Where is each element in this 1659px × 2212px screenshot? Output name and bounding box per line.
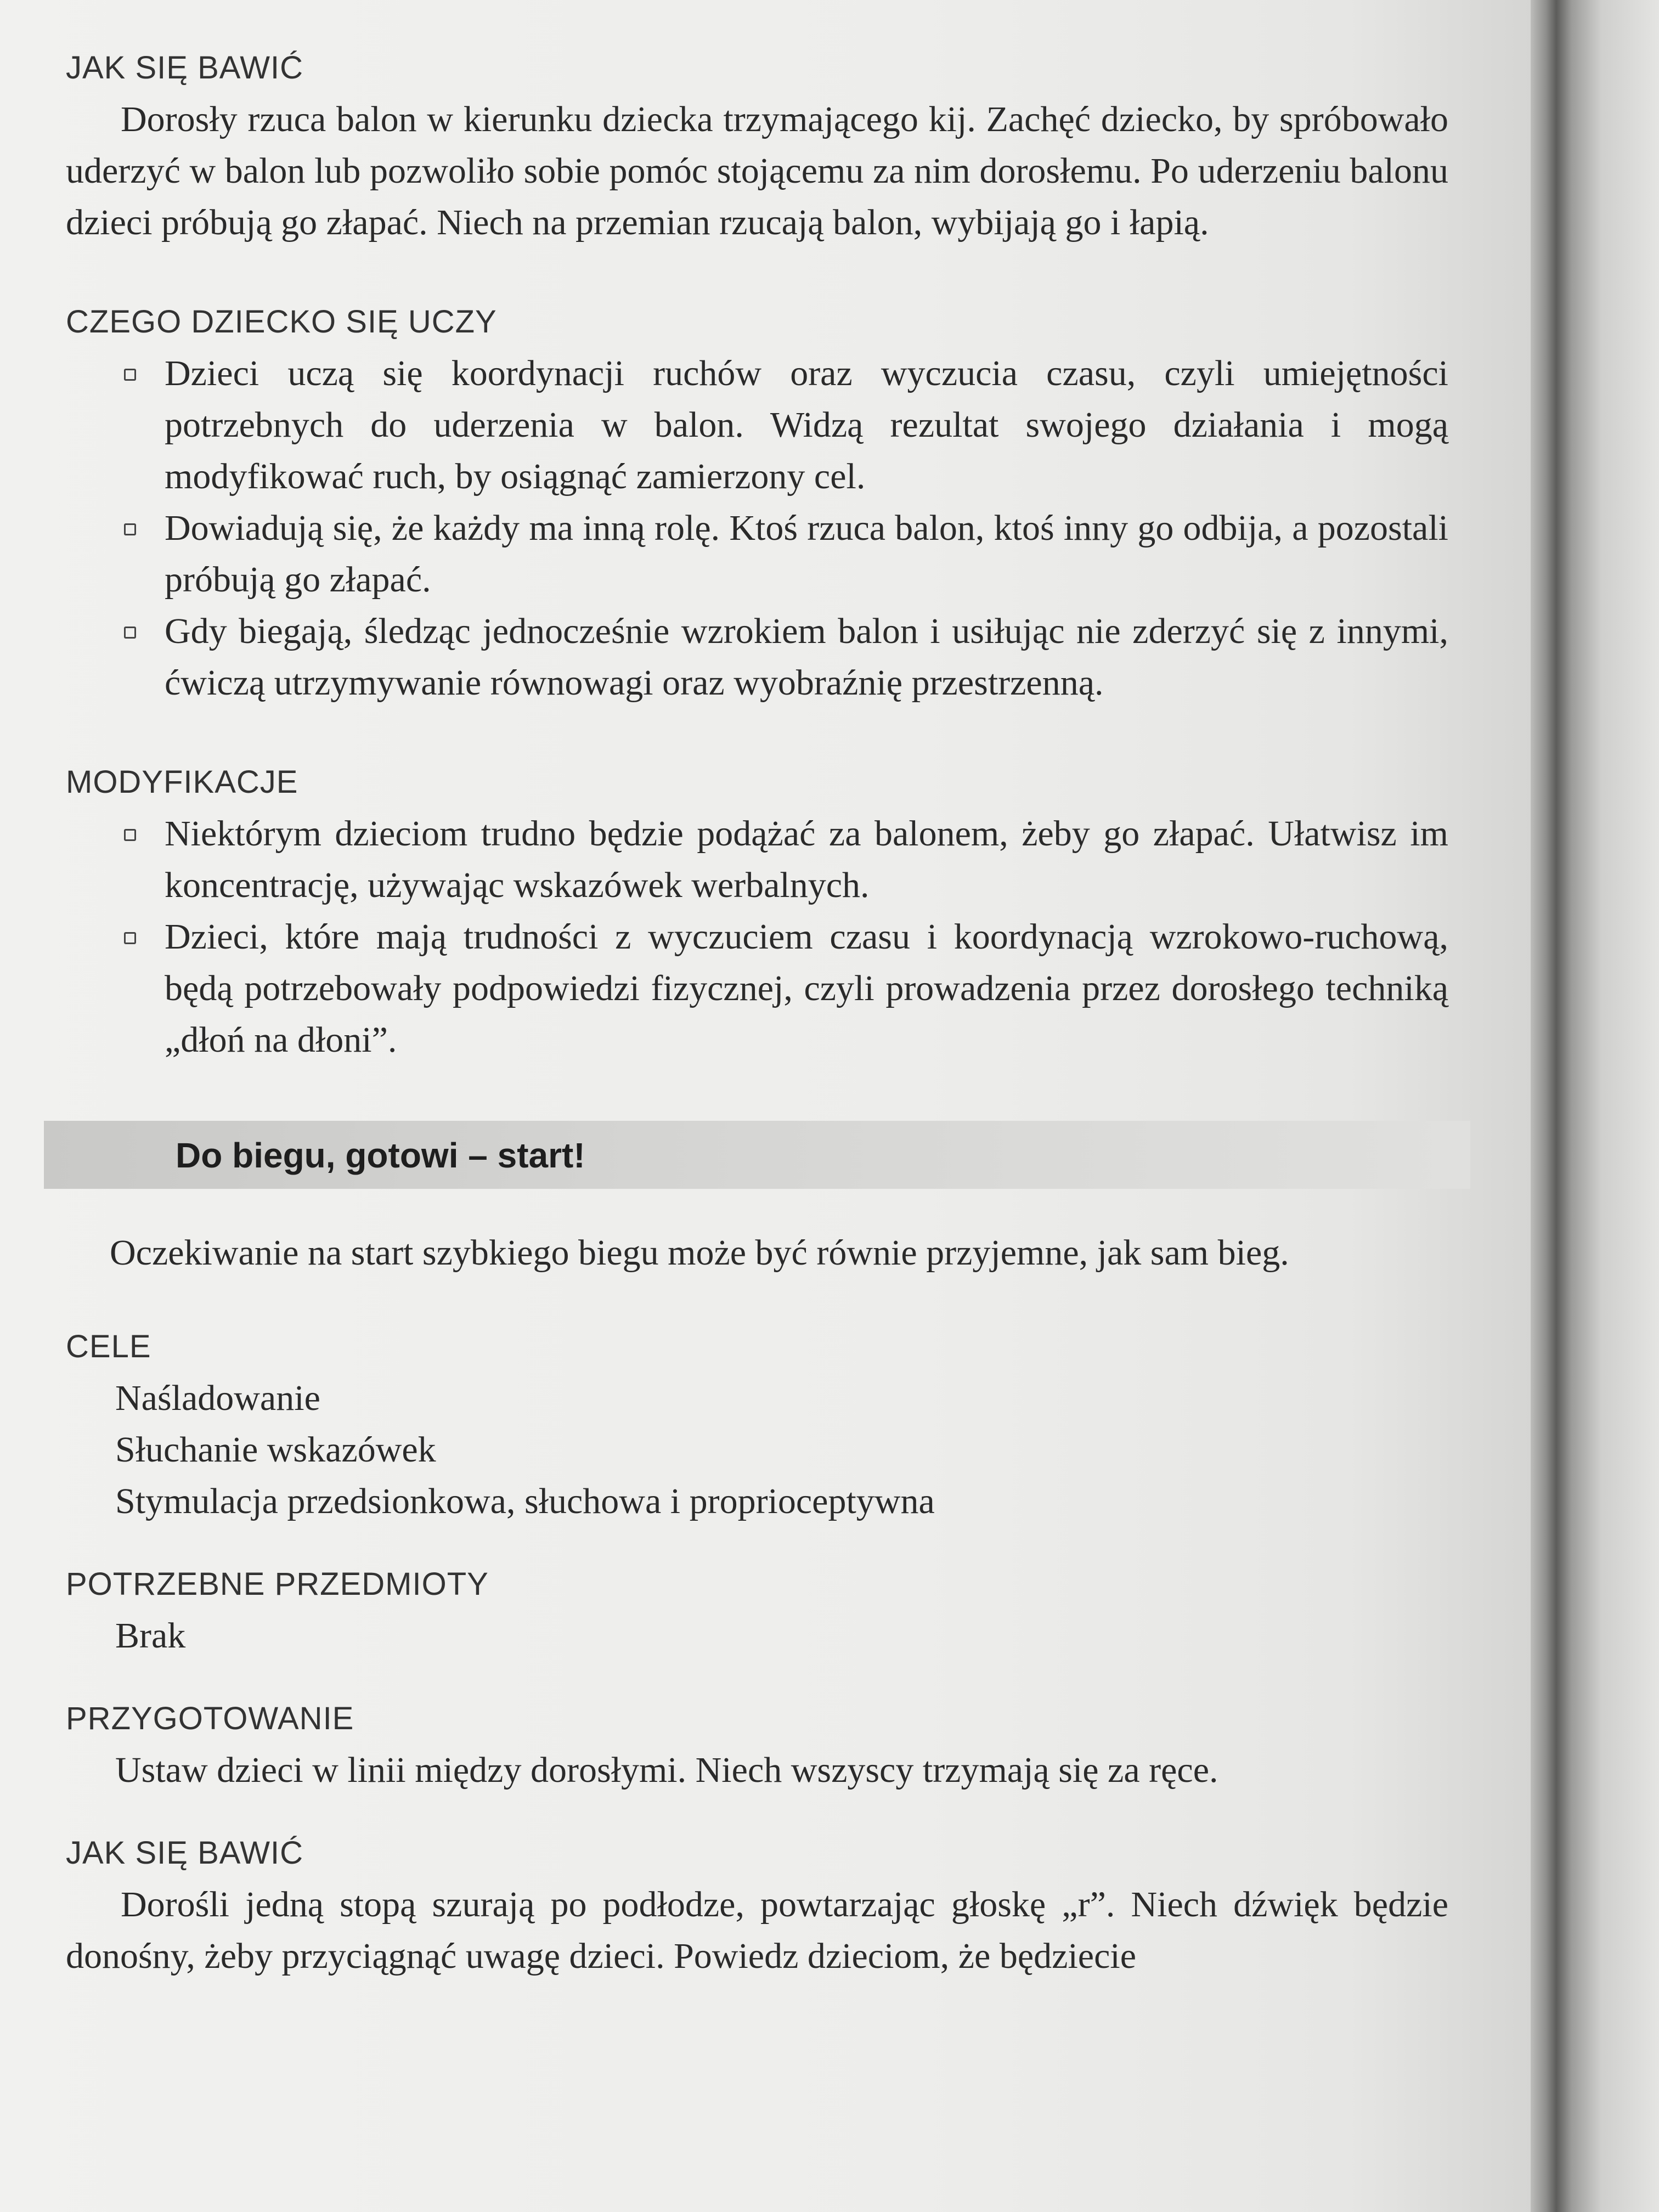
section-heading: CZEGO DZIECKO SIĘ UCZY [66,304,497,340]
bullet-text: Dzieci uczą się koordynacji ruchów oraz wyczucia czasu, czyli umiejętności potrzebnych do uderzenia w balon. Widzą rezultat swojego działania i mogą modyfikować ruch, by osiągnąć zamierzony cel. [165,353,1448,496]
section-cele [66,1328,1448,1527]
square-bullet-icon [124,627,136,639]
bullet-item [66,348,1448,503]
bullet-list [66,348,1448,709]
book-gutter [1531,0,1659,2212]
section-paragraph: Dorośli jedną stopą szurają po podłodze, powtarzając głoskę „r”. Niech dźwięk będzie donośny, żeby przyciągnąć uwagę dzieci. Powiedz dzieciom, że będziecie [66,1884,1448,1976]
item-entry: Brak [115,1616,186,1656]
bullet-list [66,808,1448,1066]
section-modyfikacje [66,764,1448,1066]
section-heading: PRZYGOTOWANIE [66,1701,354,1736]
preparation-text: Ustaw dzieci w linii między dorosłymi. Niech wszyscy trzymają się za ręce. [115,1750,1218,1790]
game-title-banner [44,1121,1470,1189]
bullet-text: Niektórym dzieciom trudno będzie podążać za balonem, żeby go złapać. Ułatwisz im koncentrację, używając wskazówek werbalnych. [165,814,1448,905]
goal-item: Stymulacja przedsionkowa, słuchowa i proprioceptywna [115,1481,935,1521]
section-potrzebne-przedmioty [66,1566,1448,1662]
section-jak-sie-bawic-2 [66,1835,1448,1982]
section-heading: JAK SIĘ BAWIĆ [66,1835,304,1871]
page-content [66,49,1448,1982]
game-title: Do biegu, gotowi – start! [176,1136,585,1175]
items-list [115,1610,1448,1662]
section-heading: POTRZEBNE PRZEDMIOTY [66,1566,489,1602]
bullet-item [66,503,1448,606]
section-jak-sie-bawic-1 [66,49,1448,249]
bullet-text: Dzieci, które mają trudności z wyczuciem czasu i koordynacją wzrokowo-ruchową, będą potrzebowały podpowiedzi fizycznej, czyli prowadzenia przez dorosłego techniką „dłoń na dłoni”. [165,917,1448,1060]
bullet-item [66,911,1448,1066]
bullet-item [66,606,1448,709]
section-heading: JAK SIĘ BAWIĆ [66,50,304,86]
square-bullet-icon [124,523,136,535]
section-czego-dziecko-sie-uczy [66,303,1448,709]
bullet-item [66,808,1448,911]
bullet-text: Gdy biegają, śledząc jednocześnie wzrokiem balon i usiłując nie zderzyć się z innymi, ćwiczą utrzymywanie równowagi oraz wyobraźnię przestrzenną. [165,611,1448,703]
section-paragraph: Dorosły rzuca balon w kierunku dziecka trzymającego kij. Zachęć dziecko, by spróbowało uderzyć w balon lub pozwoliło sobie pomóc stojącemu za nim dorosłemu. Po uderzeniu balonu dzieci próbują go złapać. Niech na przemian rzucają balon, wybijają go i łapią. [66,99,1448,242]
game-intro: Oczekiwanie na start szybkiego biegu może być równie przyjemne, jak sam bieg. [110,1233,1289,1273]
section-heading: CELE [66,1329,151,1364]
goal-item: Naśladowanie [115,1378,320,1418]
preparation-text-block [115,1745,1448,1796]
section-przygotowanie [66,1700,1448,1796]
goal-list [115,1373,1448,1527]
square-bullet-icon [124,932,136,944]
square-bullet-icon [124,369,136,381]
square-bullet-icon [124,829,136,841]
section-heading: MODYFIKACJE [66,764,298,800]
bullet-text: Dowiadują się, że każdy ma inną rolę. Ktoś rzuca balon, ktoś inny go odbija, a pozostali próbują go złapać. [165,508,1448,600]
goal-item: Słuchanie wskazówek [115,1430,436,1470]
